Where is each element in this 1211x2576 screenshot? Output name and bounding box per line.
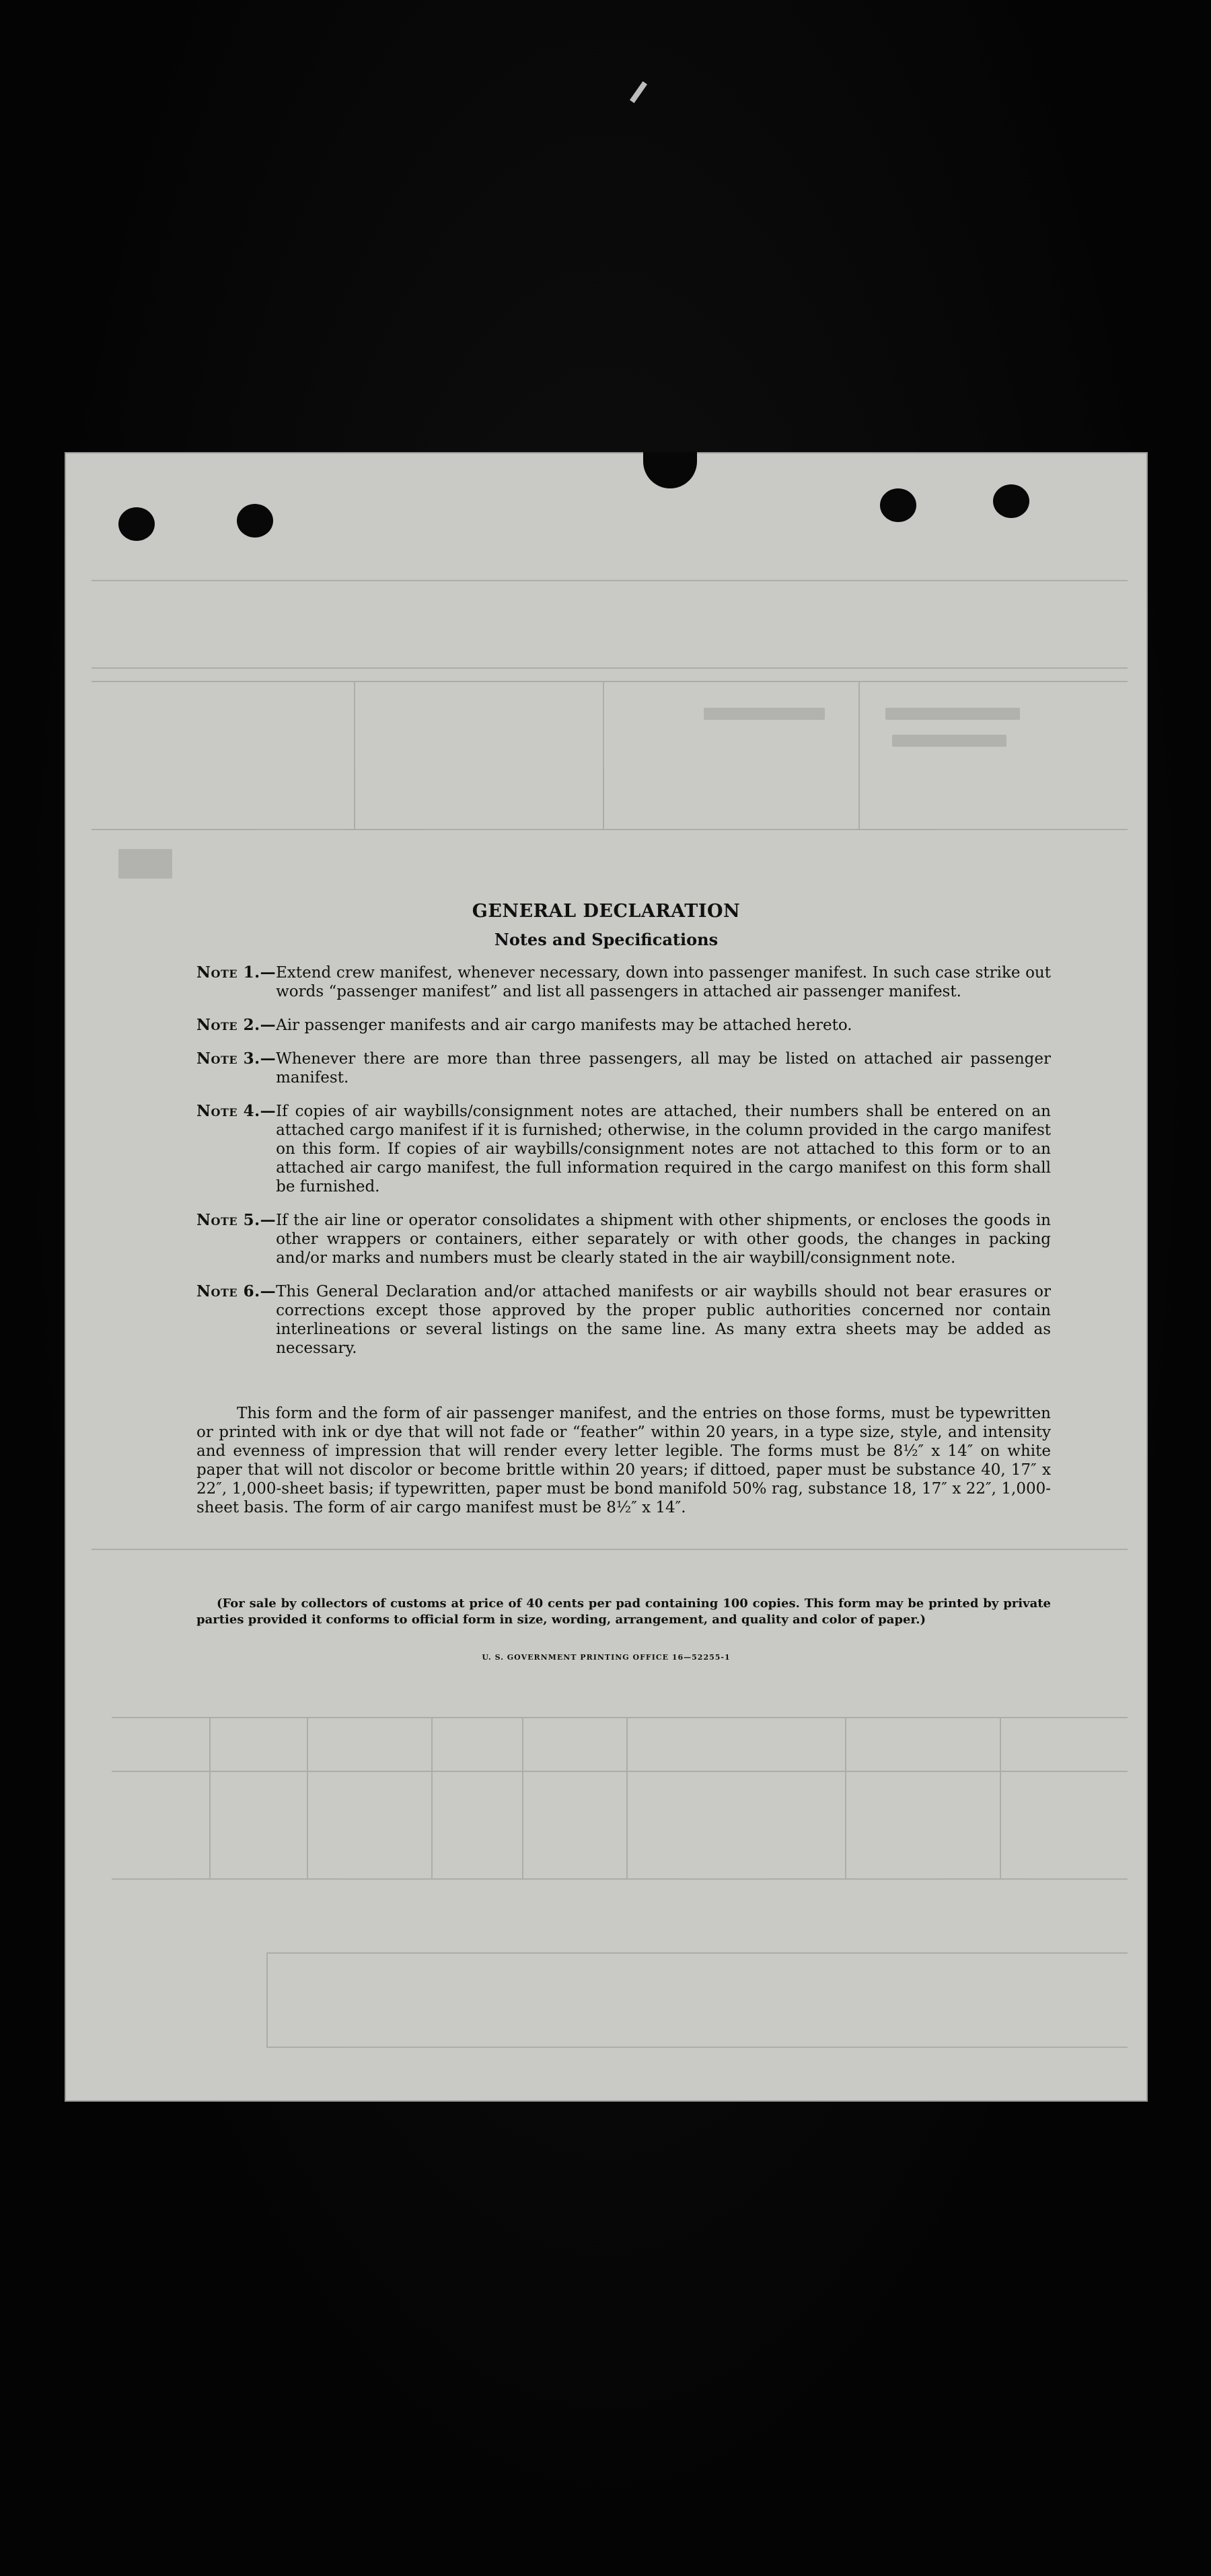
note-dash: —: [260, 1282, 277, 1300]
punch-hole-left-2: [237, 504, 273, 538]
note-3: [196, 1050, 1051, 1087]
note-5: [196, 1211, 1051, 1267]
note-label: Note 1.: [196, 963, 260, 982]
punch-hole-right-2: [993, 484, 1029, 518]
page-subtitle: Notes and Specifications: [494, 930, 719, 949]
note-text: Air passenger manifests and air cargo manifests may be attached hereto.: [276, 1017, 852, 1034]
note-label: Note 3.: [196, 1050, 260, 1068]
page-title: GENERAL DECLARATION: [472, 901, 741, 922]
note-text: This General Declaration and/or attached manifests or air waybills should not bear erasures or corrections except those approved by the proper public authorities concerned nor contain interlineations or several listings on the same line. As many extra sheets may be added as necessary.: [276, 1283, 1051, 1357]
tab-notch: [643, 452, 697, 488]
note-label: Note 4.: [196, 1102, 260, 1120]
note-dash: —: [260, 1016, 277, 1034]
document-page: [65, 452, 1148, 2102]
note-dash: —: [260, 1050, 277, 1068]
note-text: Extend crew manifest, whenever necessary, down into passenger manifest. In such case strike out words “passenger manifest” and list all passengers in attached air passenger manifest.: [276, 964, 1051, 1000]
note-dash: —: [260, 1102, 277, 1120]
punch-hole-left-1: [118, 507, 155, 541]
note-text: Whenever there are more than three passengers, all may be listed on attached air passenger manifest.: [276, 1050, 1051, 1087]
notes-list: [196, 963, 1051, 1372]
note-2: [196, 1016, 1051, 1035]
note-label: Note 6.: [196, 1282, 260, 1300]
note-dash: —: [260, 963, 277, 982]
note-text: If copies of air waybills/consignment notes are attached, their numbers shall be entered on an attached cargo manifest if it is furnished; otherwise, in the column provided in the cargo manifest on this form. If copies of air waybills/consignment notes are not attached to this form or to an attached air cargo manifest, the full information required in the cargo manifest on this form shall be furnished.: [276, 1103, 1051, 1195]
note-1: [196, 963, 1051, 1001]
form-specifications: This form and the form of air passenger manifest, and the entries on those forms, must be typewritten or printed with ink or dye that will not fade or “feather” within 20 years, in a type size, style, and intensity and evenness of impression that will render every letter legible. The forms must be 8½″ x 14″ on white paper that will not discolor or become brittle within 20 years; if dittoed, paper must be substance 40, 17″ x 22″, 1,000-sheet basis; if typewritten, paper must be bond manifold 50% rag, substance 18, 17″ x 22″, 1,000-sheet basis. The form of air cargo manifest must be 8½″ x 14″.: [196, 1405, 1051, 1516]
note-label: Note 5.: [196, 1211, 260, 1229]
note-label: Note 2.: [196, 1016, 260, 1034]
note-dash: —: [260, 1211, 277, 1229]
punch-hole-right-1: [880, 488, 916, 522]
note-6: [196, 1282, 1051, 1358]
sale-notice: (For sale by collectors of customs at price of 40 cents per pad containing 100 copies. This form may be printed by private parties provided it conforms to official form in size, wording, arrangement, and quality and color of paper.): [196, 1596, 1051, 1627]
scan-mark: [630, 81, 647, 103]
note-4: [196, 1102, 1051, 1196]
printer-imprint: U. S. GOVERNMENT PRINTING OFFICE 16—52255-1: [482, 1653, 731, 1662]
note-text: If the air line or operator consolidates a shipment with other shipments, or encloses the goods in other wrappers or containers, either separately or with other goods, the changes in packing and/or marks and numbers must be clearly stated in the air waybill/consignment note.: [276, 1212, 1051, 1267]
